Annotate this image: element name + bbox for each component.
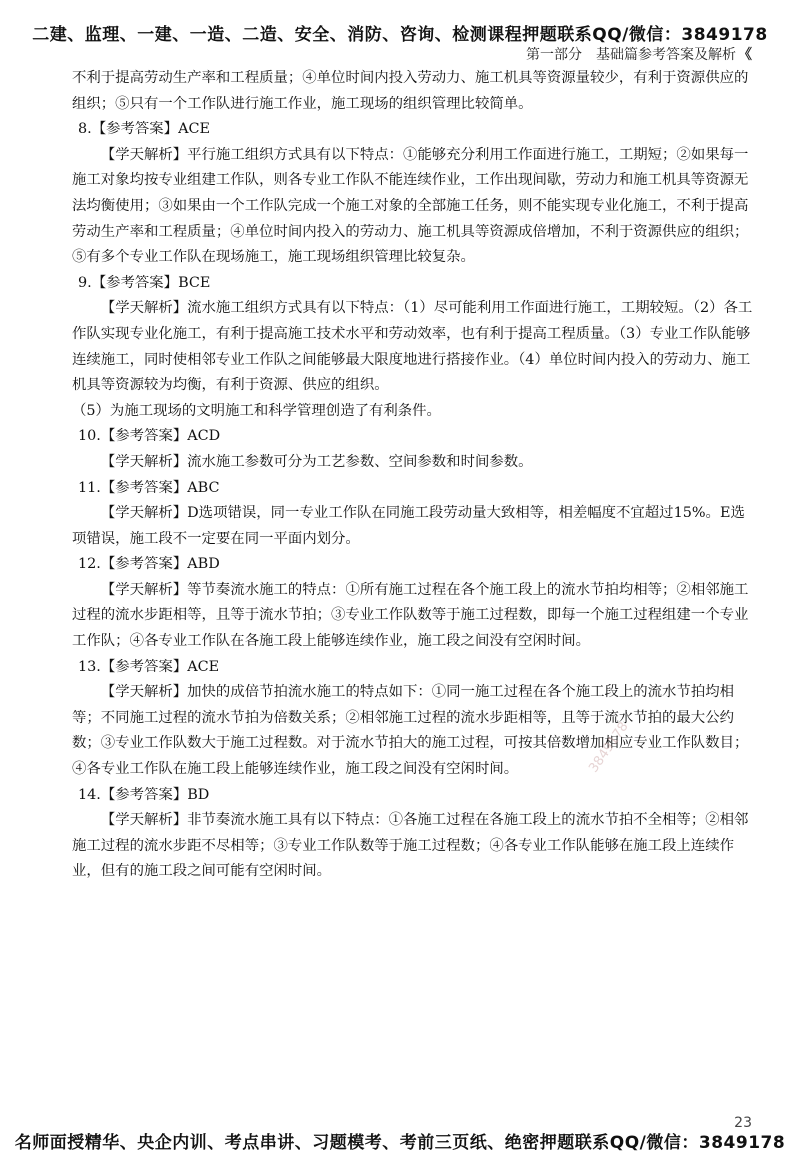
answer-line: 10.【参考答案】ACD	[78, 428, 221, 445]
section-header-text: 第一部分 基础篇参考答案及解析	[526, 47, 736, 63]
analysis-paragraph: 【学天解析】加快的成倍节拍流水施工的特点如下：①同一施工过程在各个施工段上的流水节拍均相等；不同施工过程的流水节拍为倍数关系；②相邻施工过程的流水步距相等，且等于流水节拍的最大公约数；③专业工作队数大于施工过程数。对于流水节拍大的施工过程，可按其倍数增加相应专业工作队数目；④各专业工作队在施工段上能够连续作业，施工段之间没有空闲时间。	[72, 684, 749, 778]
answer-line: 13.【参考答案】ACE	[78, 658, 220, 675]
page-number: 23	[734, 1115, 752, 1131]
answer-line: 11.【参考答案】ABC	[78, 479, 220, 496]
top-contact-banner: 二建、监理、一建、一造、二造、安全、消防、咨询、检测课程押题联系QQ/微信：3849178	[32, 25, 768, 45]
section-header-mark: 《	[738, 47, 752, 63]
analysis-paragraph: 【学天解析】流水施工参数可分为工艺参数、空间参数和时间参数。	[100, 453, 533, 470]
section-header	[526, 44, 752, 64]
bottom-contact-banner: 名师面授精华、央企内训、考点串讲、习题模考、考前三页纸、绝密押题联系QQ/微信：3849178	[14, 1133, 786, 1153]
answer-line: 8.【参考答案】ACE	[78, 121, 210, 138]
analysis-paragraph: 【学天解析】等节奏流水施工的特点：①所有施工过程在各个施工段上的流水节拍均相等；②相邻施工过程的流水步距相等，且等于流水节拍；③专业工作队数等于施工过程数，即每一个施工过程组建一个专业工作队；④各专业工作队在各施工段上能够连续作业，施工段之间没有空闲时间。	[72, 581, 749, 650]
answer-line: 14.【参考答案】BD	[78, 786, 210, 803]
analysis-paragraph: 【学天解析】流水施工组织方式具有以下特点：（1）尽可能利用工作面进行施工，工期较短。（2）各工作队实现专业化施工，有利于提高施工技术水平和劳动效率，也有利于提高工程质量。（3）专业工作队能够连续施工，同时使相邻专业工作队之间能够最大限度地进行搭接作业。（4）单位时间内投入的劳动力、施工机具等资源较为均衡，有利于资源、供应的组织。	[72, 300, 753, 394]
answer-line: 9.【参考答案】BCE	[78, 274, 211, 291]
continuation-paragraph: （5）为施工现场的文明施工和科学管理创造了有利条件。	[72, 402, 441, 419]
analysis-paragraph: 【学天解析】平行施工组织方式具有以下特点：①能够充分利用工作面进行施工，工期短；②如果每一施工对象均按专业组建工作队，则各专业工作队不能连续作业，工作出现间歇，劳动力和施工机具等资源无法均衡使用；③如果由一个工作队完成一个施工对象的全部施工任务，则不能实现专业化施工，不利于提高劳动生产率和工程质量；④单位时间内投入的劳动力、施工机具等资源成倍增加，不利于资源供应的组织；⑤有多个专业工作队在现场施工，施工现场组织管理比较复杂。	[72, 146, 749, 266]
analysis-paragraph: 【学天解析】非节奏流水施工具有以下特点：①各施工过程在各施工段上的流水节拍不全相等；②相邻施工过程的流水步距不尽相等；③专业工作队数等于施工过程数；④各专业工作队能够在施工段上连续作业，但有的施工段之间可能有空闲时间。	[72, 812, 749, 880]
watermark: 3849178	[586, 719, 632, 776]
analysis-paragraph: 【学天解析】D选项错误，同一专业工作队在同施工段劳动量大致相等，相差幅度不宜超过15%。E选项错误，施工段不一定要在同一平面内划分。	[72, 505, 745, 547]
continuation-paragraph: 不利于提高劳动生产率和工程质量；④单位时间内投入劳动力、施工机具等资源量较少，有利于资源供应的组织；⑤只有一个工作队进行施工作业，施工现场的组织管理比较简单。	[72, 70, 749, 112]
answer-line: 12.【参考答案】ABD	[78, 556, 220, 573]
answer-content	[72, 66, 754, 885]
